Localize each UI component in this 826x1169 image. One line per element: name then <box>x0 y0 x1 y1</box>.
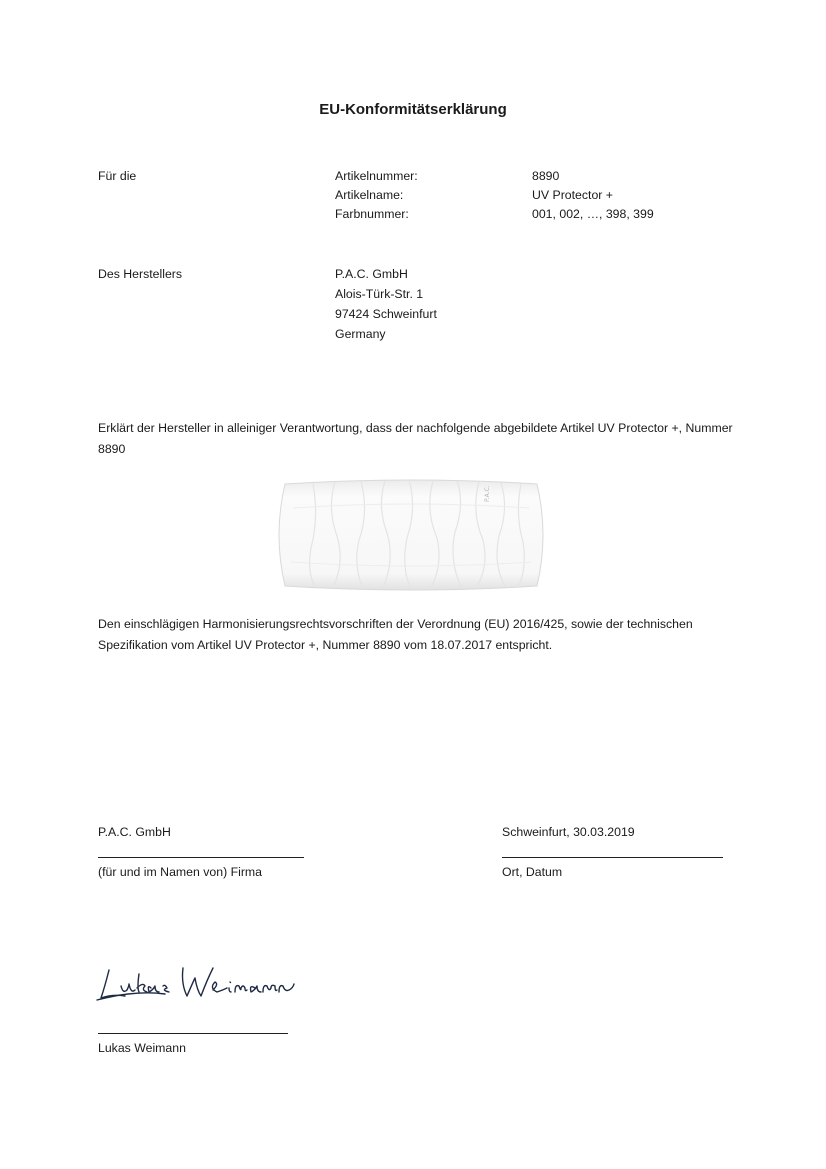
manufacturer-line-4: Germany <box>335 327 386 341</box>
article-field-name-3: Farbnummer: <box>335 207 409 221</box>
company-caption: (für und im Namen von) Firma <box>98 865 263 879</box>
page-title: EU-Konformitätserklärung <box>319 101 507 118</box>
manufacturer-line-2: Alois-Türk-Str. 1 <box>335 287 424 301</box>
signer-name: Lukas Weimann <box>98 1041 186 1055</box>
article-field-value-1: 8890 <box>532 169 560 183</box>
article-label: Für die <box>98 169 137 183</box>
product-image <box>273 478 549 592</box>
manufacturer-label: Des Herstellers <box>98 267 183 281</box>
article-field-name-1: Artikelnummer: <box>335 169 418 183</box>
place-date-line <box>502 857 723 858</box>
article-field-name-2: Artikelname: <box>335 188 404 202</box>
place-date-caption: Ort, Datum <box>502 865 563 879</box>
place-date: Schweinfurt, 30.03.2019 <box>502 825 635 839</box>
handwritten-signature <box>95 960 295 1008</box>
article-field-value-2: UV Protector + <box>532 188 613 202</box>
signer-signature-line <box>98 1033 288 1034</box>
article-field-value-3: 001, 002, …, 398, 399 <box>532 207 654 221</box>
company-signature-line <box>98 857 304 858</box>
compliance-text: Den einschlägigen Harmonisierungsrechtsvorschriften der Verordnung (EU) 2016/425, sowie der technischen Spezifikation vom Artikel UV Protector +, Nummer 8890 vom 18.07.2017 entspricht. <box>98 617 693 652</box>
declaration-text: Erklärt der Hersteller in alleiniger Verantwortung, dass der nachfolgende abgebildete Artikel UV Protector +, Nummer 8890 <box>98 421 733 456</box>
manufacturer-line-1: P.A.C. GmbH <box>335 267 408 281</box>
company-name: P.A.C. GmbH <box>98 825 171 839</box>
svg-text:P.A.C.: P.A.C. <box>484 485 491 502</box>
manufacturer-line-3: 97424 Schweinfurt <box>335 307 437 321</box>
